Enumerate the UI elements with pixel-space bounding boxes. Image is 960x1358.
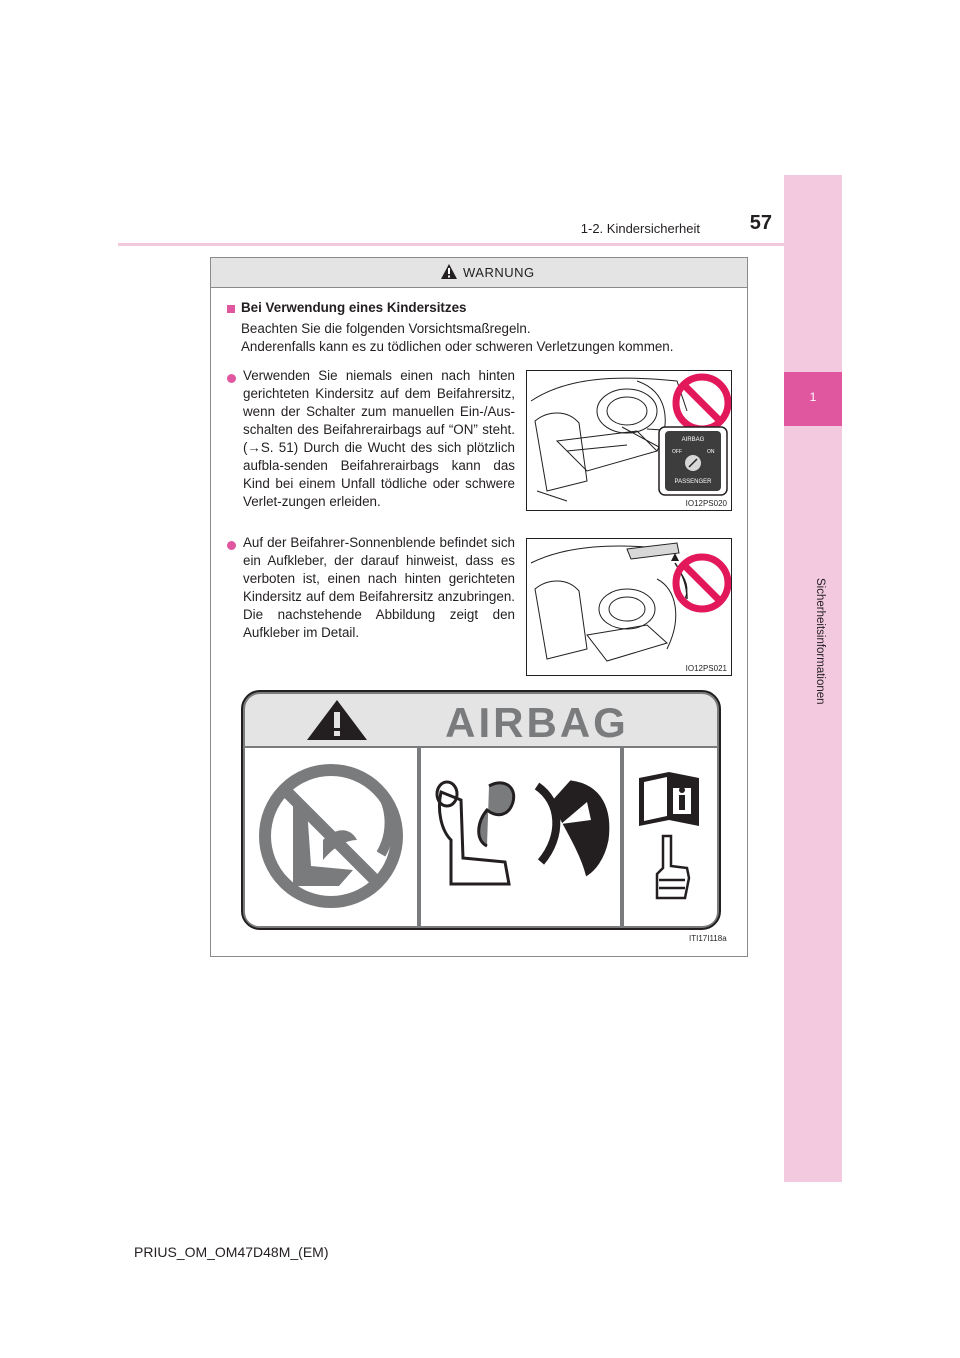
square-bullet-icon: [227, 305, 235, 313]
warning-triangle-icon: [440, 263, 458, 280]
switch-panel-top-label: AIRBAG: [681, 437, 705, 443]
airbag-label-code: ITI17I118a: [689, 934, 727, 943]
document-id: PRIUS_OM_OM47D48M_(EM): [134, 1244, 329, 1260]
header-rule: [118, 243, 784, 246]
chapter-title-vertical: [770, 438, 856, 738]
sun-visor-illustration: [527, 539, 731, 675]
warning-header: [211, 258, 747, 288]
bullet-icon: [227, 374, 236, 383]
airbag-label-title: AIRBAG: [445, 699, 629, 746]
intro-line-2: Anderenfalls kann es zu tödlichen oder schweren Verletzungen kommen.: [241, 339, 674, 354]
warning-subheading: Bei Verwendung eines Kindersitzes: [241, 300, 467, 315]
manual-book-icon: [639, 772, 699, 826]
warning-title: WARNUNG: [463, 265, 535, 280]
switch-panel-on-label: ON: [707, 449, 715, 455]
warning-box: [210, 257, 748, 957]
bullet-text-1: Verwenden Sie niemals einen nach hinten gerichteten Kindersitz auf dem Beifahrersitz, wenn der Schalter zum manuellen Ein-/Aus-schalten des Beifahrerairbags auf “ON” steht. (→S. 51) Durch die Wucht des sich plötzlich aufbla-senden Beifahrerairbags kann das Kind bei einem Unfall tödliche oder schwere Verlet-zungen erleiden.: [243, 368, 515, 509]
figure-code-2: IO12PS021: [685, 664, 727, 673]
section-title: 1-2. Kindersicherheit: [580, 221, 700, 236]
figure-sun-visor-label: [526, 538, 732, 676]
chapter-number: 1: [809, 390, 817, 404]
figure-code-1: IO12PS020: [685, 499, 727, 508]
chapter-title: Sicherheitsinformationen: [814, 578, 826, 705]
airbag-warning-label: [241, 690, 721, 930]
bullet-icon: [227, 541, 236, 550]
figure-rear-facing-seat-airbag: [526, 370, 732, 511]
intro-line-1: Beachten Sie die folgenden Vorsichtsmaßregeln.: [241, 321, 531, 336]
switch-panel-off-label: OFF: [672, 449, 682, 455]
bullet-text-2: Auf der Beifahrer-Sonnenblende befindet sich ein Aufkleber, der darauf hinweist, dass es verboten ist, einen nach hinten gerichteten Kindersitz auf dem Beifahrersitz anzubringen. Die nachstehende Abbildung zeigt den Aufkleber im Detail.: [243, 535, 515, 640]
switch-panel-bottom-label: PASSENGER: [674, 479, 712, 485]
page-number: 57: [749, 212, 772, 234]
car-interior-illustration: [527, 371, 731, 510]
